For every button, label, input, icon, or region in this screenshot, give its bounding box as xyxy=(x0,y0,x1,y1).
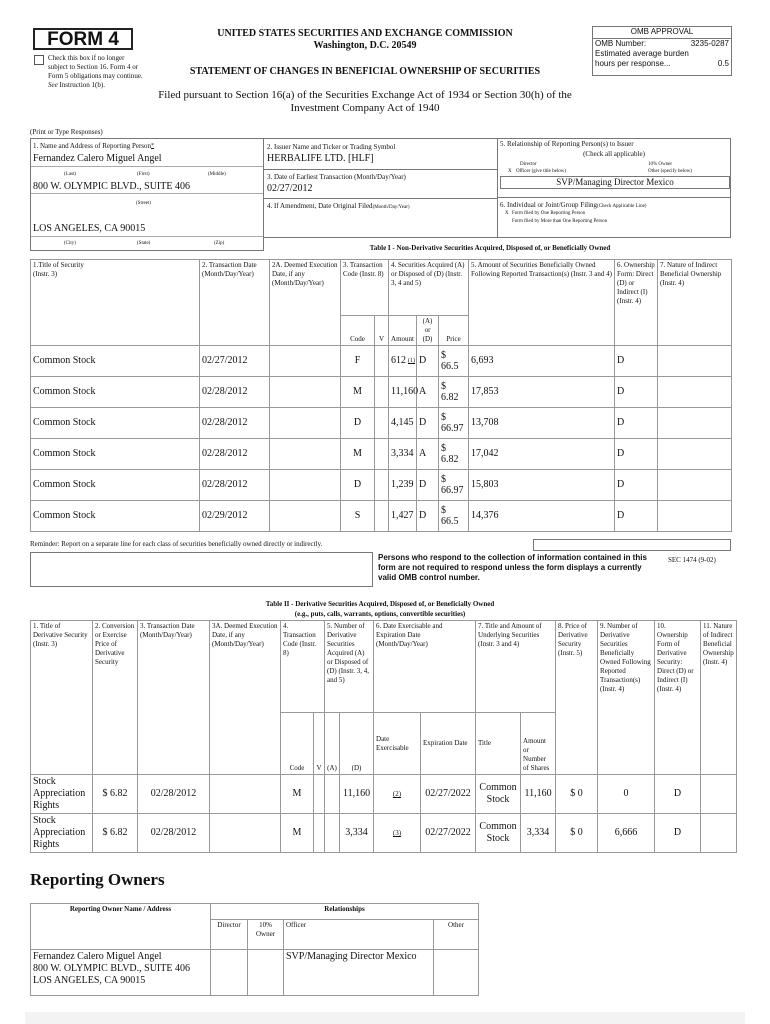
t1-title: Common Stock xyxy=(31,408,200,439)
box4-sub: (Month/Day/Year) xyxy=(372,205,410,210)
officer-title-box xyxy=(500,176,730,189)
t2-h2: 2. Conversion or Exercise Price of Derivative Security xyxy=(93,621,138,775)
t2-sub-date-exercisable: Date Exercisable xyxy=(374,713,421,775)
t2-sub-amount: Amount or Number of Shares xyxy=(521,713,556,775)
t2-h6: 6. Date Exercisable and Expiration Date (Month/Day/Year) xyxy=(374,621,476,713)
t2-owned: 6,666 xyxy=(598,814,655,853)
t1-price-symbol: $ xyxy=(441,505,446,516)
t1-title: Common Stock xyxy=(31,439,200,470)
t1-price xyxy=(439,470,469,501)
owner-director xyxy=(211,950,248,996)
t1-h1-text: 1.Title of Security xyxy=(33,261,84,269)
t1-price-symbol: $ xyxy=(441,412,446,423)
t1-date: 02/29/2012 xyxy=(200,501,270,532)
t1-deemed xyxy=(270,346,341,377)
t1-price xyxy=(439,408,469,439)
t1-deemed xyxy=(270,470,341,501)
statement-title: STATEMENT OF CHANGES IN BENEFICIAL OWNERSHIP OF SECURITIES xyxy=(189,66,541,77)
omb-burden-label: Estimated average burden xyxy=(595,49,689,58)
owners-relationships: Relationships xyxy=(211,904,479,920)
state-label: (State) xyxy=(137,241,151,246)
filed-pursuant-line2: Investment Company Act of 1940 xyxy=(290,102,440,114)
box4-label-text: 4. If Amendment, Date Original Filed xyxy=(267,202,373,210)
t1-form: D xyxy=(615,346,658,377)
first-label: (First) xyxy=(137,172,150,177)
t1-amount-value: 4,145 xyxy=(391,417,414,428)
t1-amount-value: 1,239 xyxy=(391,479,414,490)
t2-u-amount: 3,334 xyxy=(521,814,556,853)
check-box-instr: Instruction 1(b). xyxy=(59,81,105,89)
t1-v xyxy=(375,346,389,377)
t2-h9: 9. Number of Derivative Securities Beneficially Owned Following Reported Transaction(s) (Instr. 4) xyxy=(598,621,655,775)
t1-title: Common Stock xyxy=(31,470,200,501)
t2-p8: $ 0 xyxy=(556,775,598,814)
t1-code: M xyxy=(341,439,375,470)
t1-date: 02/28/2012 xyxy=(200,470,270,501)
t1-price-value: 6.82 xyxy=(441,454,459,465)
t1-price-symbol: $ xyxy=(441,381,446,392)
box6-label-text: 6. Individual or Joint/Group Filing xyxy=(500,201,598,209)
t2-v xyxy=(314,775,325,814)
t1-title: Common Stock xyxy=(31,377,200,408)
t1-amount-value: 612 xyxy=(391,355,406,366)
owners-col-name: Reporting Owner Name / Address xyxy=(31,904,211,950)
t1-sub-price: Price xyxy=(439,316,469,346)
t1-amount-value: 1,427 xyxy=(391,510,414,521)
t1-v xyxy=(375,377,389,408)
box5-sub: (Check all applicable) xyxy=(583,150,645,158)
t1-price-value: 66.97 xyxy=(441,423,464,434)
t1-nature xyxy=(658,408,732,439)
t1-form: D xyxy=(615,501,658,532)
t2-h8: 8. Price of Derivative Security (Instr. 5) xyxy=(556,621,598,775)
earliest-date: 02/27/2012 xyxy=(267,183,313,194)
t1-code: F xyxy=(341,346,375,377)
t1-h5: 5. Amount of Securities Beneficially Owned Following Reported Transaction(s) (Instr. 3 and 4) xyxy=(469,260,615,346)
t1-date: 02/28/2012 xyxy=(200,408,270,439)
street-value: 800 W. OLYMPIC BLVD., SUITE 406 xyxy=(33,181,190,192)
omb-number: 3235-0287 xyxy=(690,39,729,48)
box1-label-text: 1. Name and Address of Reporting Person xyxy=(33,142,152,150)
issuer-name: HERBALIFE LTD. [HLF] xyxy=(267,153,374,164)
owner-officer: SVP/Managing Director Mexico xyxy=(284,950,434,996)
t1-amount xyxy=(389,501,417,532)
street-label: (Street) xyxy=(136,201,151,206)
sec-number: SEC 1474 (9-02) xyxy=(668,556,716,564)
t2-exercisable[interactable]: (3) xyxy=(374,814,421,853)
t1-form: D xyxy=(615,408,658,439)
t1-code: S xyxy=(341,501,375,532)
t2-price: $ 6.82 xyxy=(93,814,138,853)
t2-sub-code: Code xyxy=(281,713,314,775)
t1-date: 02/28/2012 xyxy=(200,439,270,470)
t1-price xyxy=(439,346,469,377)
t1-price-value: 66.5 xyxy=(441,361,459,372)
owner-other xyxy=(434,950,479,996)
t1-v xyxy=(375,408,389,439)
t1-amount xyxy=(389,377,417,408)
reminder-box-right xyxy=(533,539,731,551)
t1-footnote-link[interactable]: (1) xyxy=(408,358,415,364)
t1-v xyxy=(375,501,389,532)
t2-price: $ 6.82 xyxy=(93,775,138,814)
t1-price-symbol: $ xyxy=(441,350,446,361)
t2-h10: 10. Ownership Form of Derivative Security: Direct (D) or Indirect (I) (Instr. 4) xyxy=(655,621,701,775)
t1-title: Common Stock xyxy=(31,501,200,532)
t1-nature xyxy=(658,470,732,501)
t1-deemed xyxy=(270,439,341,470)
other-option[interactable]: Other (specify below) xyxy=(648,169,692,174)
omb-approval-box xyxy=(592,26,732,76)
t1-owned: 14,376 xyxy=(469,501,615,532)
print-or-type: (Print or Type Responses) xyxy=(30,128,103,136)
owners-col-officer: Officer xyxy=(284,920,434,950)
box3-label: 3. Date of Earliest Transaction (Month/Day/Year) xyxy=(267,173,406,181)
reporting-owners-heading: Reporting Owners xyxy=(30,870,165,889)
t1-price xyxy=(439,501,469,532)
t2-v xyxy=(314,814,325,853)
reminder-text: Reminder: Report on a separate line for each class of securities beneficially owned directly or indirectly. xyxy=(30,540,323,548)
persons-notice: Persons who respond to the collection of information contained in this form are not required to respond unless the form displays a currently valid OMB control number. xyxy=(378,553,647,582)
officer-option[interactable]: Officer (give title below) xyxy=(516,169,567,174)
t1-amount-value: 3,334 xyxy=(391,448,414,459)
t1-owned: 13,708 xyxy=(469,408,615,439)
t1-price-value: 66.97 xyxy=(441,485,464,496)
t2-h11: 11. Nature of Indirect Beneficial Ownership (Instr. 4) xyxy=(701,621,737,775)
t1-amount xyxy=(389,439,417,470)
t1-h2: 2. Transaction Date (Month/Day/Year) xyxy=(200,260,270,346)
t1-h2a: 2A. Deemed Execution Date, if any (Month/Day/Year) xyxy=(270,260,341,346)
t1-deemed xyxy=(270,408,341,439)
t2-sub-v: V xyxy=(314,713,325,775)
reporting-person-name: Fernandez Calero Miguel Angel xyxy=(33,153,162,164)
t1-owned: 15,803 xyxy=(469,470,615,501)
box1-label xyxy=(33,142,154,151)
commission-city: Washington, D.C. 20549 xyxy=(313,40,417,51)
table1-title: Table I - Non-Derivative Securities Acquired, Disposed of, or Beneficially Owned xyxy=(369,244,611,252)
box2-label: 2. Issuer Name and Ticker or Trading Symbol xyxy=(267,143,396,151)
filed-pursuant-line1: Filed pursuant to Section 16(a) of the Securities Exchange Act of 1934 or Section 30(h) of the xyxy=(158,89,572,101)
owner-addr1: 800 W. OLYMPIC BLVD., SUITE 406 xyxy=(33,963,190,974)
t1-price-symbol: $ xyxy=(441,474,446,485)
t1-title: Common Stock xyxy=(31,346,200,377)
t1-h4: 4. Securities Acquired (A) or Disposed of (D) (Instr. 3, 4 and 5) xyxy=(389,260,469,316)
t1-ad: D xyxy=(417,346,439,377)
t2-title: Stock Appreciation Rights xyxy=(31,775,93,814)
bottom-band xyxy=(25,1012,745,1024)
t1-sub-amount: Amount xyxy=(389,316,417,346)
t1-nature xyxy=(658,346,732,377)
t2-nature xyxy=(701,775,737,814)
t1-nature xyxy=(658,439,732,470)
check-box-text: Check this box if no longer subject to Section 16. Form 4 or Form 5 obligations may continue. xyxy=(48,54,143,80)
owner-ten-pct xyxy=(248,950,284,996)
t1-nature xyxy=(658,501,732,532)
t1-deemed xyxy=(270,501,341,532)
t1-ad: A xyxy=(417,439,439,470)
t2-h3: 3. Transaction Date (Month/Day/Year) xyxy=(138,621,210,775)
t2-a xyxy=(325,775,340,814)
no-longer-subject-checkbox[interactable] xyxy=(34,55,44,65)
owners-row xyxy=(31,950,479,996)
check-box-instruction xyxy=(48,54,143,90)
t2-date: 02/28/2012 xyxy=(138,775,210,814)
t1-deemed xyxy=(270,377,341,408)
t2-code: M xyxy=(281,775,314,814)
t1-price-value: 66.5 xyxy=(441,516,459,527)
t1-amount-value: 11,160 xyxy=(391,386,419,397)
owner-name: Fernandez Calero Miguel Angel xyxy=(33,951,162,962)
owner-name-address xyxy=(31,950,211,996)
t1-code: D xyxy=(341,470,375,501)
t1-row xyxy=(31,377,732,408)
city-label: (City) xyxy=(64,241,76,246)
table2-subtitle: (e.g., puts, calls, warrants, options, convertible securities) xyxy=(294,610,466,618)
t1-price-symbol: $ xyxy=(441,443,446,454)
t1-row xyxy=(31,346,732,377)
t1-h3: 3. Transaction Code (Instr. 8) xyxy=(341,260,389,316)
omb-number-label: OMB Number: xyxy=(595,39,647,48)
reminder-box-left xyxy=(30,552,373,587)
t1-row xyxy=(31,439,732,470)
t1-sub-code: Code xyxy=(341,316,375,346)
t1-owned: 6,693 xyxy=(469,346,615,377)
table2-title: Table II - Derivative Securities Acquired, Disposed of, or Beneficially Owned xyxy=(265,600,495,608)
officer-title: SVP/Managing Director Mexico xyxy=(556,177,674,187)
t1-ad: D xyxy=(417,501,439,532)
t1-date: 02/27/2012 xyxy=(200,346,270,377)
t1-code: M xyxy=(341,377,375,408)
t1-code: D xyxy=(341,408,375,439)
t2-h7: 7. Title and Amount of Underlying Securities (Instr. 3 and 4) xyxy=(476,621,556,713)
t2-p8: $ 0 xyxy=(556,814,598,853)
owners-col-director: Director xyxy=(211,920,248,950)
box1-star: * xyxy=(151,143,155,149)
t1-amount xyxy=(389,470,417,501)
box6-label xyxy=(500,201,646,210)
t1-v xyxy=(375,470,389,501)
t1-price-value: 6.82 xyxy=(441,392,459,403)
t1-ad: D xyxy=(417,408,439,439)
t2-h5: 5. Number of Derivative Securities Acquired (A) or Disposed of (D) (Instr. 3, 4, and 5) xyxy=(325,621,374,713)
t1-owned: 17,853 xyxy=(469,377,615,408)
omb-hours-label: hours per response... xyxy=(595,59,671,68)
t1-h1 xyxy=(31,260,200,346)
t2-d: 3,334 xyxy=(340,814,374,853)
t2-sub-title: Title xyxy=(476,713,521,775)
t2-deemed xyxy=(210,775,281,814)
table1 xyxy=(30,259,732,532)
owners-table xyxy=(30,903,479,996)
table2 xyxy=(30,620,737,853)
t1-ad: D xyxy=(417,470,439,501)
owner-addr2: LOS ANGELES, CA 90015 xyxy=(33,975,146,986)
t2-sub-a: (A) xyxy=(325,713,340,775)
t1-h1b-text: (Instr. 3) xyxy=(33,270,58,278)
omb-number-row xyxy=(593,39,731,49)
t1-amount xyxy=(389,346,417,377)
ten-pct-option[interactable]: 10% Owner xyxy=(648,162,673,167)
t1-form: D xyxy=(615,439,658,470)
t2-owned: 0 xyxy=(598,775,655,814)
t1-sub-v: V xyxy=(375,316,389,346)
omb-hours-row xyxy=(593,59,731,69)
form-title-box xyxy=(33,28,133,50)
box6-option-more[interactable]: Form filed by More than One Reporting Person xyxy=(512,219,608,224)
t2-u-title: Common Stock xyxy=(476,775,521,814)
t2-h4: 4. Transaction Code (Instr. 8) xyxy=(281,621,325,713)
t1-row xyxy=(31,470,732,501)
city-value: LOS ANGELES, CA 90015 xyxy=(33,223,146,234)
box4-label xyxy=(267,202,410,211)
t2-h3a: 3A. Deemed Execution Date, if any (Month/Day/Year) xyxy=(210,621,281,775)
t2-title: Stock Appreciation Rights xyxy=(31,814,93,853)
t2-a xyxy=(325,814,340,853)
box6-mark: X xyxy=(505,211,509,216)
t1-date: 02/28/2012 xyxy=(200,377,270,408)
owners-col-ten-pct: 10% Owner xyxy=(248,920,284,950)
t1-row xyxy=(31,501,732,532)
director-option[interactable]: Director xyxy=(520,162,537,167)
check-box-see: See xyxy=(48,81,58,89)
t2-code: M xyxy=(281,814,314,853)
form-title: FORM 4 xyxy=(47,29,119,50)
t1-sub-aord: (A) or (D) xyxy=(417,316,439,346)
zip-label: (Zip) xyxy=(214,241,225,246)
box5-label: 5. Relationship of Reporting Person(s) to Issuer xyxy=(500,140,634,148)
t1-price xyxy=(439,439,469,470)
t1-price xyxy=(439,377,469,408)
box6-sub: (Check Applicable Line) xyxy=(597,204,647,209)
omb-hours: 0.5 xyxy=(717,59,729,68)
t2-d: 11,160 xyxy=(340,775,374,814)
t2-form: D xyxy=(655,814,701,853)
t2-h1: 1. Title of Derivative Security (Instr. 3) xyxy=(31,621,93,775)
t1-v xyxy=(375,439,389,470)
t2-row xyxy=(31,814,737,853)
t2-sub-d: (D) xyxy=(340,713,374,775)
owners-col-other: Other xyxy=(434,920,479,950)
officer-mark: X xyxy=(508,169,512,174)
t1-h6: 6. Ownership Form: Direct (D) or Indirect (I) (Instr. 4) xyxy=(615,260,658,346)
t1-h7: 7. Nature of Indirect Beneficial Ownership (Instr. 4) xyxy=(658,260,732,346)
t2-sub-expiration: Expiration Date xyxy=(421,713,476,775)
t1-amount xyxy=(389,408,417,439)
last-label: (Last) xyxy=(64,172,76,177)
t1-owned: 17,042 xyxy=(469,439,615,470)
t2-deemed xyxy=(210,814,281,853)
t2-expiration: 02/27/2022 xyxy=(421,814,476,853)
t2-row xyxy=(31,775,737,814)
t2-nature xyxy=(701,814,737,853)
t2-exercisable[interactable]: (2) xyxy=(374,775,421,814)
t2-form: D xyxy=(655,775,701,814)
t1-form: D xyxy=(615,470,658,501)
t1-form: D xyxy=(615,377,658,408)
t2-u-title: Common Stock xyxy=(476,814,521,853)
t2-u-amount: 11,160 xyxy=(521,775,556,814)
commission-name: UNITED STATES SECURITIES AND EXCHANGE COMMISSION xyxy=(217,28,513,39)
t1-row xyxy=(31,408,732,439)
middle-label: (Middle) xyxy=(208,172,226,177)
box6-option-one[interactable]: Form filed by One Reporting Person xyxy=(512,211,586,216)
t1-ad: A xyxy=(417,377,439,408)
omb-title: OMB APPROVAL xyxy=(593,27,731,39)
t2-expiration: 02/27/2022 xyxy=(421,775,476,814)
t2-date: 02/28/2012 xyxy=(138,814,210,853)
t1-nature xyxy=(658,377,732,408)
